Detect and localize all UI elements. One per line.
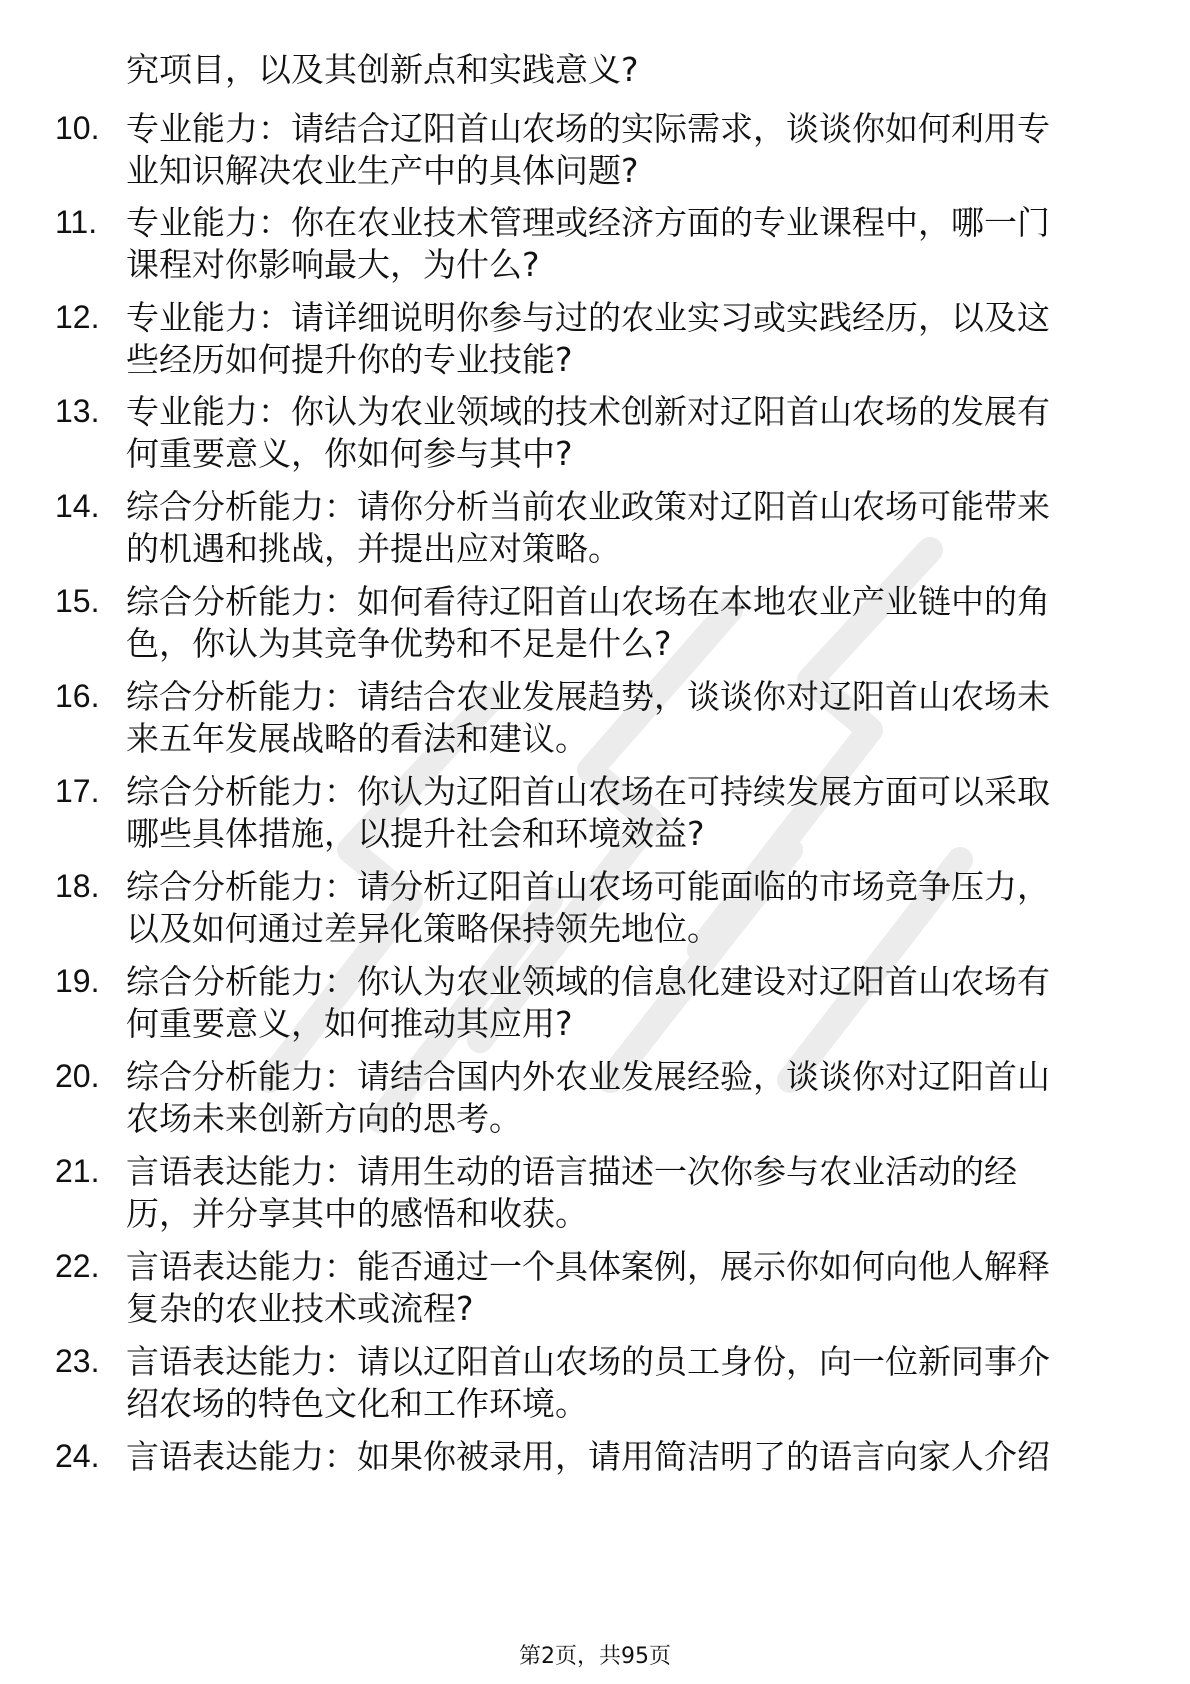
question-number: 23. xyxy=(55,1343,100,1379)
question-number: 16. xyxy=(55,678,100,714)
question-text-line: 何重要意义，你如何参与其中? xyxy=(126,434,573,473)
continuation-line: 究项目，以及其创新点和实践意义? xyxy=(126,50,639,89)
question-text-line: 些经历如何提升你的专业技能? xyxy=(126,340,573,379)
question-text-line: 言语表达能力：请用生动的语言描述一次你参与农业活动的经 xyxy=(126,1152,1017,1191)
question-text-line: 综合分析能力：请分析辽阳首山农场可能面临的市场竞争压力， xyxy=(126,867,1050,906)
question-text-line: 综合分析能力：请结合农业发展趋势，谈谈你对辽阳首山农场未 xyxy=(126,677,1050,716)
question-text-line: 综合分析能力：如何看待辽阳首山农场在本地农业产业链中的角 xyxy=(126,582,1050,621)
question-text-line: 言语表达能力：如果你被录用，请用简洁明了的语言向家人介绍 xyxy=(126,1437,1050,1476)
question-number: 13. xyxy=(55,393,100,429)
question-number: 11. xyxy=(55,204,98,240)
question-text-line: 哪些具体措施，以提升社会和环境效益? xyxy=(126,814,705,853)
question-number: 22. xyxy=(55,1248,100,1284)
question-number: 24. xyxy=(55,1438,100,1474)
question-text-line: 以及如何通过差异化策略保持领先地位。 xyxy=(126,909,720,948)
question-number: 14. xyxy=(55,488,100,524)
question-number: 19. xyxy=(55,963,100,999)
question-text-line: 色，你认为其竞争优势和不足是什么? xyxy=(126,624,672,663)
question-number: 12. xyxy=(55,299,100,335)
question-number: 15. xyxy=(55,583,100,619)
question-text-line: 专业能力：请详细说明你参与过的农业实习或实践经历，以及这 xyxy=(126,298,1050,337)
question-text-line: 来五年发展战略的看法和建议。 xyxy=(126,719,588,758)
question-text-line: 绍农场的特色文化和工作环境。 xyxy=(126,1384,588,1423)
question-number: 20. xyxy=(55,1058,100,1094)
question-text-line: 何重要意义，如何推动其应用? xyxy=(126,1004,573,1043)
question-text-line: 业知识解决农业生产中的具体问题? xyxy=(126,151,639,190)
question-text-line: 综合分析能力：请你分析当前农业政策对辽阳首山农场可能带来 xyxy=(126,487,1050,526)
question-text-line: 专业能力：你认为农业领域的技术创新对辽阳首山农场的发展有 xyxy=(126,392,1050,431)
question-text-line: 综合分析能力：请结合国内外农业发展经验，谈谈你对辽阳首山 xyxy=(126,1057,1050,1096)
question-number: 17. xyxy=(55,773,100,809)
question-text-line: 言语表达能力：请以辽阳首山农场的员工身份，向一位新同事介 xyxy=(126,1342,1050,1381)
question-number: 18. xyxy=(55,868,100,904)
question-text-line: 专业能力：你在农业技术管理或经济方面的专业课程中，哪一门 xyxy=(126,203,1050,242)
question-text-line: 综合分析能力：你认为辽阳首山农场在可持续发展方面可以采取 xyxy=(126,772,1050,811)
page-footer: 第2页，共95页 xyxy=(519,1644,671,1669)
question-text-line: 的机遇和挑战，并提出应对策略。 xyxy=(126,529,621,568)
question-text-line: 农场未来创新方向的思考。 xyxy=(126,1099,522,1138)
question-text-line: 言语表达能力：能否通过一个具体案例，展示你如何向他人解释 xyxy=(126,1247,1050,1286)
question-text-line: 历，并分享其中的感悟和收获。 xyxy=(126,1194,588,1233)
question-number: 21. xyxy=(55,1153,100,1189)
question-text-line: 综合分析能力：你认为农业领域的信息化建设对辽阳首山农场有 xyxy=(126,962,1050,1001)
question-text-line: 课程对你影响最大，为什么? xyxy=(126,245,540,284)
question-text-line: 复杂的农业技术或流程? xyxy=(126,1289,474,1328)
question-number: 10. xyxy=(55,110,100,146)
question-text-line: 专业能力：请结合辽阳首山农场的实际需求，谈谈你如何利用专 xyxy=(126,109,1050,148)
